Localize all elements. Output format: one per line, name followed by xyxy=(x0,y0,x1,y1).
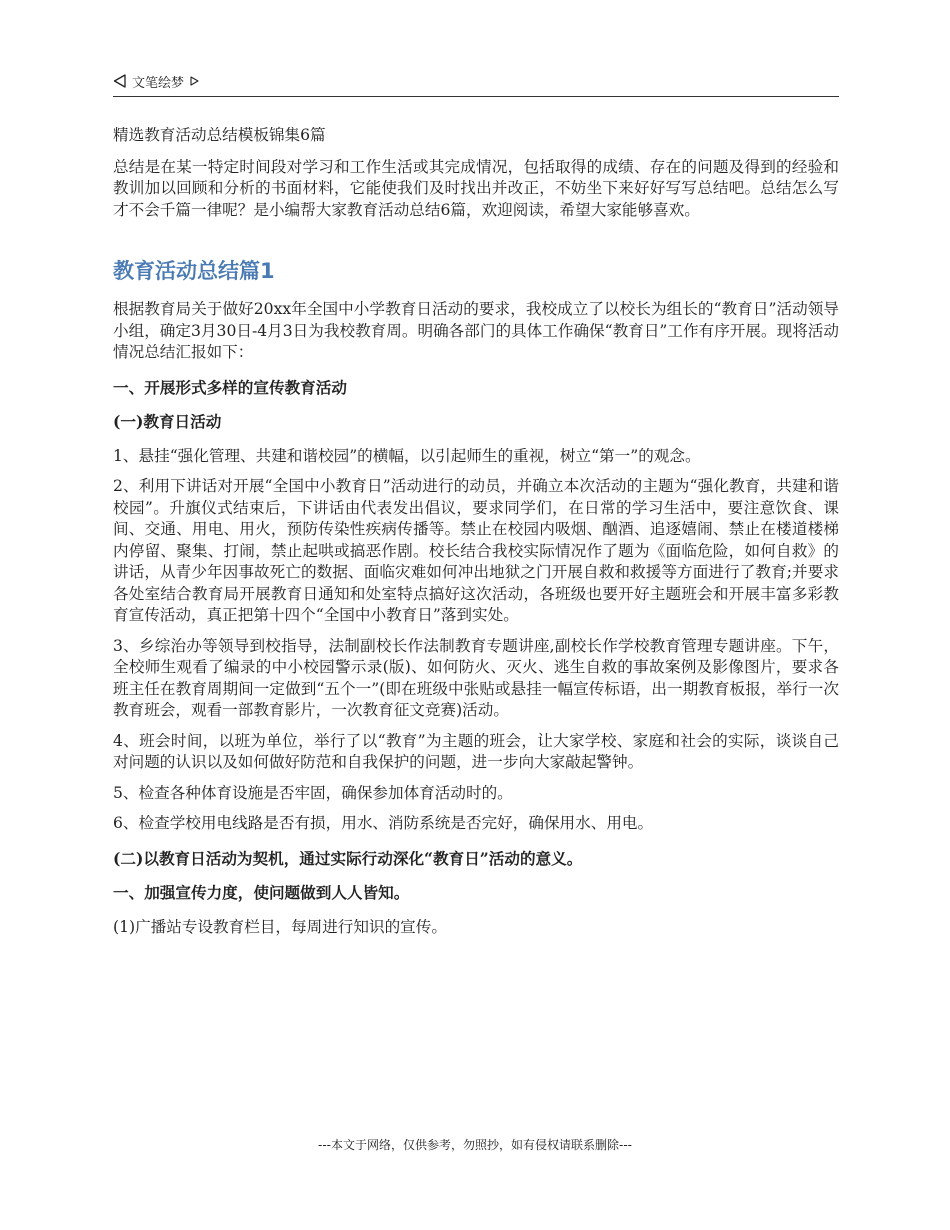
subheading: (一)教育日活动 xyxy=(113,412,222,431)
page-footer: ---本文于网络，仅供参考，勿照抄，如有侵权请联系删除--- xyxy=(318,1138,632,1152)
subheading: 一、开展形式多样的宣传教育活动 xyxy=(113,377,347,397)
body-paragraph: 2、利用下讲话对开展“全国中小教育日”活动进行的动员，并确立本次活动的主题为“强化教育，共建和谐校园”。升旗仪式结束后，下讲话由代表发出倡议，要求同学们，在日常的学习生活中，要注意饮食、课间、交通、用电、用火，预防传染性疾病传播等。禁止在校园内吸烟、酗酒、追逐嬉闹、禁止在楼道楼梯内停留、聚集、打闹，禁止起哄或搞恶作剧。校长结合我校实际情况作了题为《面临危险，如何自救》的讲话，从青少年因事故死亡的数据、面临灾难如何冲出地狱之门开展自救和救援等方面进行了教育;并要求各处室结合教育局开展教育日通知和处室特点搞好这次活动，各班级也要开好主题班会和开展丰富多彩教育宣传活动，真正把第十四个“全国中小教育日”落到实处。 xyxy=(113,477,839,624)
header-brand: 文笔绘梦 xyxy=(132,75,185,91)
section-paragraphs xyxy=(113,299,839,938)
body-paragraph: 1、悬挂“强化管理、共建和谐校园”的横幅，以引起师生的重视，树立“第一”的观念。 xyxy=(113,446,701,465)
body-paragraph: 6、检查学校用电线路是否有损，用水、消防系统是否完好，确保用水、用电。 xyxy=(113,814,654,832)
body-paragraph: 4、班会时间，以班为单位，举行了以“教育”为主题的班会，让大家学校、家庭和社会的实际，谈谈自己对问题的认识以及如何做好防范和自我保护的问题，进一步向大家敲起警钟。 xyxy=(113,731,839,771)
body-paragraph: 3、乡综治办等领导到校指导，法制副校长作法制教育专题讲座,副校长作学校教育管理专题讲座。下午，全校师生观看了编录的中小校园警示录(版)、如何防火、灭火、逃生自救的事故案例及影像图片，要求各班主任在教育周期间一定做到“五个一”(即在班级中张贴或悬挂一幅宣传标语，出一期教育板报，举行一次教育班会，观看一部教育影片，一次教育征文竞赛)活动。 xyxy=(113,636,839,719)
document-title: 精选教育活动总结模板锦集6篇 xyxy=(113,126,326,144)
page-header xyxy=(113,68,839,97)
left-triangle-icon xyxy=(113,74,126,88)
body-paragraph: (1)广播站专设教育栏目，每周进行知识的宣传。 xyxy=(113,917,447,936)
body-paragraph: 5、检查各种体育设施是否牢固，确保参加体育活动时的。 xyxy=(113,783,513,802)
subheading: 一、加强宣传力度，使问题做到人人皆知。 xyxy=(113,883,410,902)
section-heading: 教育活动总结篇1 xyxy=(113,259,275,283)
document-body xyxy=(113,125,839,938)
body-paragraph: 根据教育局关于做好20xx年全国中小学教育日活动的要求，我校成立了以校长为组长的“教育日”活动领导小组，确定3月30日-4月3日为我校教育周。明确各部门的具体工作确保“教育日”工作有序开展。现将活动情况总结汇报如下： xyxy=(113,300,839,361)
intro-paragraph: 总结是在某一特定时间段对学习和工作生活或其完成情况，包括取得的成绩、存在的问题及得到的经验和教训加以回顾和分析的书面材料，它能使我们及时找出并改正，不妨坐下来好好写写总结吧。总结怎么写才不会千篇一律呢？是小编帮大家教育活动总结6篇，欢迎阅读，希望大家能够喜欢。 xyxy=(113,157,839,219)
right-triangle-icon xyxy=(190,76,199,86)
subheading: (二)以教育日活动为契机，通过实际行动深化“教育日”活动的意义。 xyxy=(113,848,583,868)
document-page xyxy=(113,68,839,947)
